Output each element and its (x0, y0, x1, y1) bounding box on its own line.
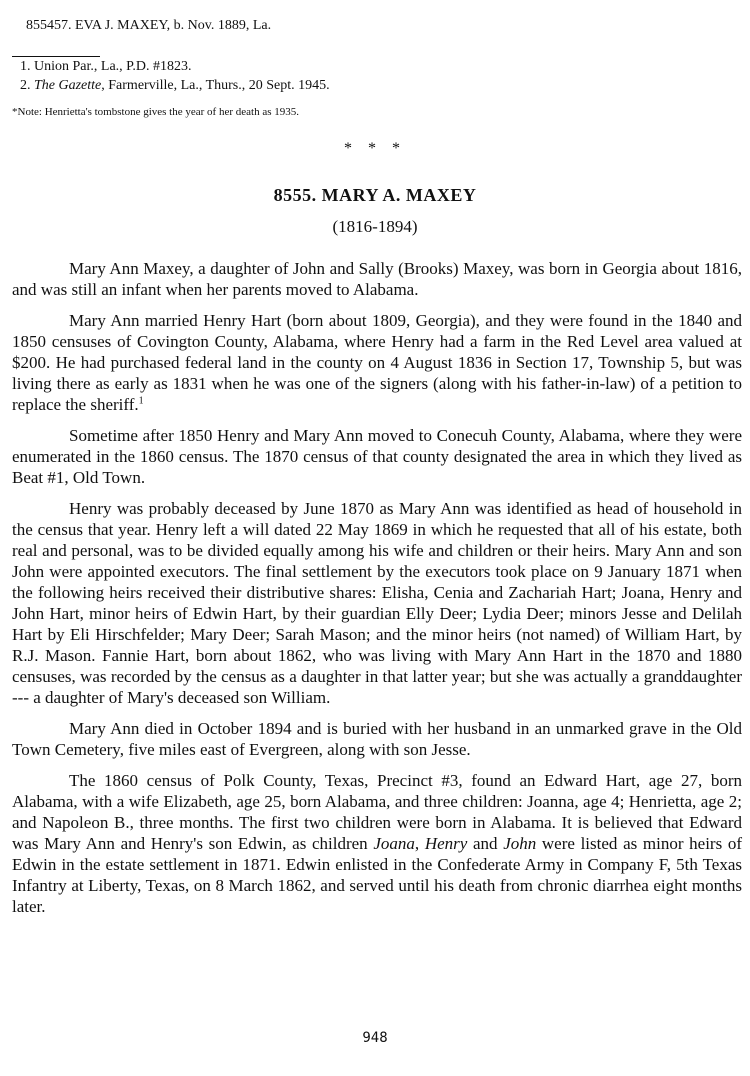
paragraph-6-text-end: were listed as minor heirs of Edwin in the estate settlement in 1871. Edwin enlisted in the Confederate Army in Company F, 5th Texas Infantry at Liberty, Texas, on 8 March 1862, and served until his death from chronic diarrhea eight months later. (12, 834, 743, 916)
footnote-italic-title: The Gazette (34, 78, 102, 93)
footnote-number: 2. (20, 78, 31, 93)
entry-title: 8555. MARY A. MAXEY (273, 185, 477, 205)
footnote-number: 1. (20, 59, 31, 74)
footnote-1 (20, 59, 192, 75)
paragraph-4: Henry was probably deceased by June 1870 as Mary Ann was identified as head of household in the census that year. Henry left a will dated 22 May 1869 in which he requested that all of his estate, both real and personal, was to be divided equally among his wife and children or their heirs. Mary Ann and son John were appointed executors. The final settlement by the executors took place on 9 January 1871 when the following heirs received their distributive shares: Elisha, Cenia and Zachariah Hart; Joana, Henry and John Hart, minor heirs of Edwin Hart, by their guardian Elly Deer; Lydia Deer; minors Jesse and Delilah Hart by Eli Hirschfelder; Mary Deer; Sarah Mason; and the minor heirs (not named) of William Hart, by R.J. Mason. Fannie Hart, born about 1862, who was living with Mary Ann Hart in the 1870 and 1880 censuses, was recorded by the census as a daughter in that latter year; but she was actually a granddaughter --- a daughter of Mary's deceased son William. (12, 499, 742, 707)
top-entry: 855457. EVA J. MAXEY, b. Nov. 1889, La. (26, 18, 272, 33)
footnote-text: , Farmerville, La., Thurs., 20 Sept. 1945. (101, 78, 330, 93)
footnote-rule (12, 56, 100, 57)
italic-name-john: John (503, 834, 537, 853)
section-separator: * * * (344, 140, 406, 157)
paragraph-1: Mary Ann Maxey, a daughter of John and Sally (Brooks) Maxey, was born in Georgia about 1816, and was still an infant when her parents moved to Alabama. (12, 259, 742, 299)
footnote-2 (20, 78, 330, 94)
italic-name-henry: Henry (424, 834, 468, 853)
paragraph-3: Sometime after 1850 Henry and Mary Ann moved to Conecuh County, Alabama, where they were enumerated in the 1860 census. The 1870 census of that county designated the area in which they lived as Beat #1, Old Town. (12, 426, 742, 487)
footnote-text: Union Par., La., P.D. #1823. (34, 59, 192, 74)
paragraph-2-text: Mary Ann married Henry Hart (born about 1809, Georgia), and they were found in the 1840 and 1850 censuses of Covington County, Alabama, where Henry had a farm in the Red Level area valued at $200. He had purchased federal land in the county on 4 August 1836 in Section 17, Township 5, but was living there as early as 1831 when he was one of the signers (along with his father-in-law) of a petition to replace the sheriff. (12, 311, 742, 414)
footnote-ref: 1 (138, 395, 144, 407)
page-number: 948 (362, 1030, 388, 1046)
tombstone-note: *Note: Henrietta's tombstone gives the year of her death as 1935. (12, 106, 299, 118)
entry-dates: (1816-1894) (332, 217, 418, 236)
italic-name-joana: Joana (373, 834, 415, 853)
text-sep: , (414, 834, 425, 853)
body-text (12, 258, 742, 917)
text-sep: and (467, 834, 504, 853)
paragraph-2 (12, 310, 742, 415)
paragraph-5: Mary Ann died in October 1894 and is buried with her husband in an unmarked grave in the Old Town Cemetery, five miles east of Evergreen, along with son Jesse. (12, 719, 742, 759)
paragraph-6-text: The 1860 census of Polk County, Texas, Precinct #3, found an Edward Hart, age 27, born Alabama, with a wife Elizabeth, age 25, born Alabama, and three children: Joanna, age 4; Henrietta, age 2; and Napoleon B., three months. The first two children were born in Alabama. It is believed that Edward was Mary Ann and Henry's son Edwin, as children (12, 771, 742, 853)
paragraph-6 (12, 770, 742, 917)
